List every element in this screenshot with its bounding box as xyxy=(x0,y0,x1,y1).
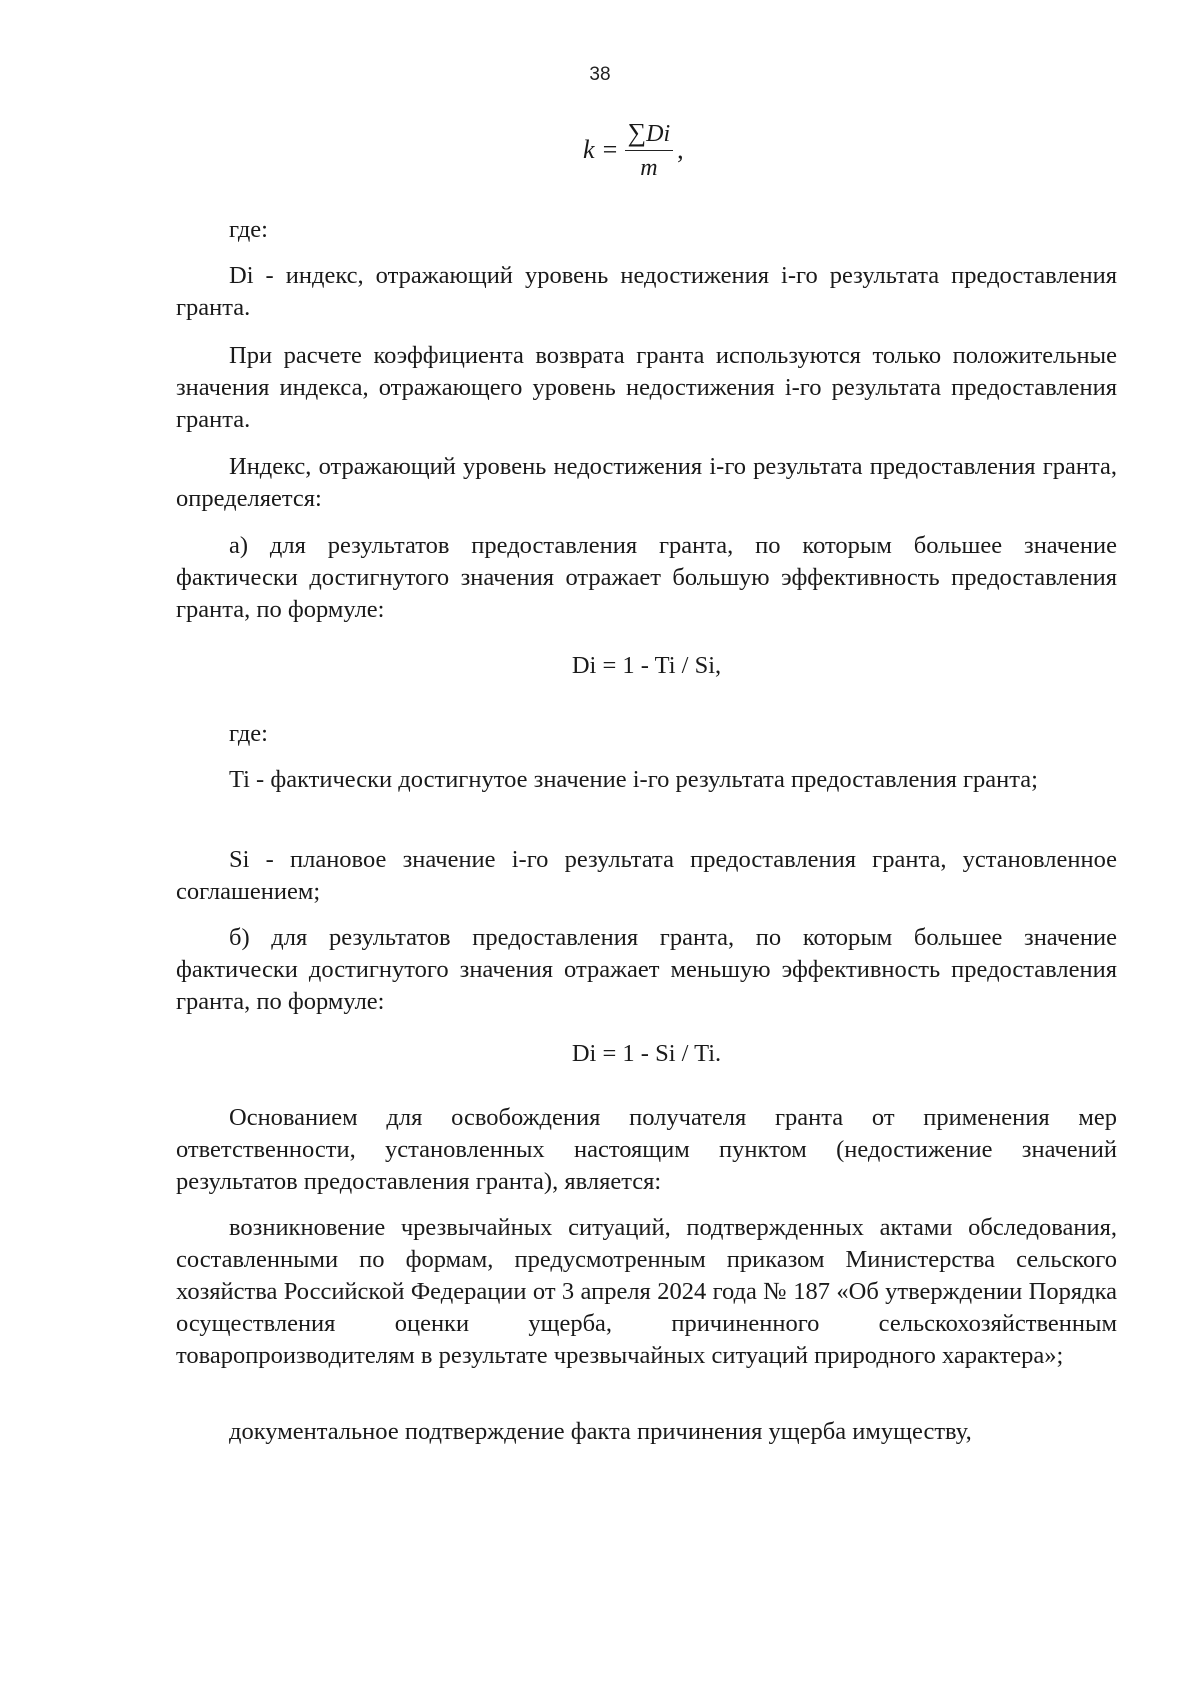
paragraph-index-defined: Индекс, отражающий уровень недостижения i-го результата предоставления гранта, определяется: xyxy=(176,453,1117,512)
paragraph-case-a: а) для результатов предоставления гранта, по которым большее значение фактически достигнутого значения отражает большую эффективность предоставления гранта, по формуле: xyxy=(176,532,1117,623)
paragraph-case-b: б) для результатов предоставления гранта, по которым большее значение фактически достигнутого значения отражает меньшую эффективность предоставления гранта, по формуле: xyxy=(176,924,1117,1015)
paragraph-si-definition: Si - плановое значение i-го результата предоставления гранта, установленное соглашением; xyxy=(176,846,1117,905)
formula-k xyxy=(583,118,684,182)
paragraph-where-1: где: xyxy=(229,216,268,243)
paragraph-emergency: возникновение чрезвычайных ситуаций, подтвержденных актами обследования, составленными по формам, предусмотренным приказом Министерства сельского хозяйства Российской Федерации от 3 апреля 2024 года № 187 «Об утверждении Порядка осуществления оценки ущерба, причиненного сельскохозяйственным товаропроизводителям в результате чрезвычайных ситуаций природного характера»; xyxy=(176,1214,1117,1369)
formula-k-denominator: m xyxy=(640,155,658,181)
paragraph-di-definition: Di - индекс, отражающий уровень недостижения i-го результата предоставления гранта. xyxy=(176,262,1117,321)
paragraph-where-2: где: xyxy=(229,720,268,747)
sum-symbol: ∑ xyxy=(627,118,647,147)
formula-k-numerator-var: Di xyxy=(646,121,671,147)
paragraph-grounds: Основанием для освобождения получателя гранта от применения мер ответственности, установленных настоящим пунктом (недостижение значений результатов предоставления гранта), является: xyxy=(176,1104,1117,1195)
formula-a: Di = 1 - Ti / Si, xyxy=(571,652,722,679)
page-number: 38 xyxy=(589,64,611,85)
formula-k-numerator xyxy=(625,118,674,151)
formula-k-lhs: k = xyxy=(583,135,619,164)
paragraph-ti-definition: Ti - фактически достигнутое значение i-го результата предоставления гранта; xyxy=(229,766,1038,793)
paragraph-documentary: документальное подтверждение факта причинения ущерба имуществу, xyxy=(229,1418,972,1445)
formula-k-fraction xyxy=(625,118,674,182)
formula-k-comma: , xyxy=(677,135,684,164)
formula-b: Di = 1 - Si / Ti. xyxy=(571,1040,722,1067)
paragraph-positive-values: При расчете коэффициента возврата гранта используются только положительные значения индекса, отражающего уровень недостижения i-го результата предоставления гранта. xyxy=(176,342,1117,433)
